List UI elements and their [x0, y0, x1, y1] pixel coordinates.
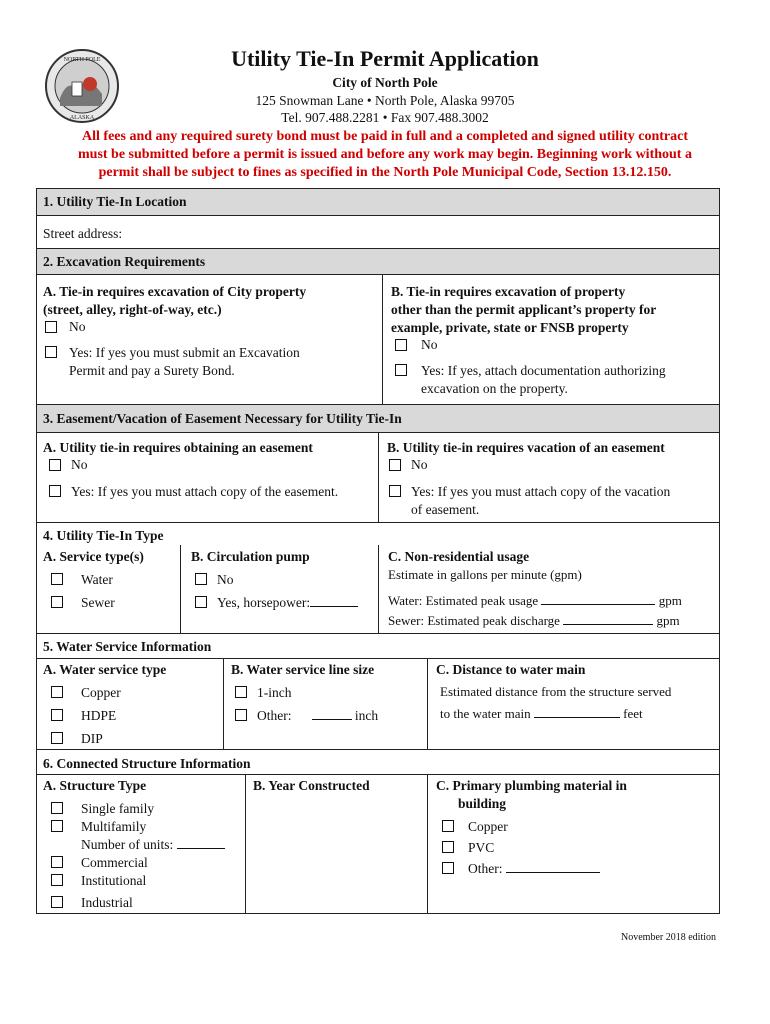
- year-constructed-title: B. Year Constructed: [253, 778, 370, 793]
- service-hdpe-label: HDPE: [81, 708, 117, 723]
- plumbing-material-title-2: building: [458, 796, 507, 811]
- service-hdpe-checkbox[interactable]: [51, 709, 63, 721]
- edition-footer: November 2018 edition: [621, 932, 716, 943]
- plumbing-pvc-checkbox[interactable]: [442, 841, 454, 853]
- structure-institutional-checkbox[interactable]: [51, 874, 63, 886]
- section-6-heading: 6. Connected Structure Information: [43, 756, 251, 771]
- seal-text-bottom: ALASKA: [69, 115, 95, 121]
- gpm-estimate-label: Estimate in gallons per minute (gpm): [388, 567, 582, 582]
- plumbing-other-label: Other:: [468, 860, 600, 878]
- plumbing-copper-checkbox[interactable]: [442, 820, 454, 832]
- section-4-heading: 4. Utility Tie-In Type: [43, 528, 164, 543]
- page-title: Utility Tie-In Permit Application: [231, 46, 539, 71]
- excavation-other-no-label: No: [421, 337, 438, 352]
- structure-multi-checkbox[interactable]: [51, 820, 63, 832]
- easement-no-checkbox[interactable]: [49, 459, 61, 471]
- service-sewer-checkbox[interactable]: [51, 596, 63, 608]
- excavation-other-yes-label-1: Yes: If yes, attach documentation authorizing: [421, 363, 666, 378]
- easement-yes-checkbox[interactable]: [49, 485, 61, 497]
- plumbing-material-title-1: C. Primary plumbing material in: [436, 778, 627, 793]
- excavation-other-title-3: example, private, state or FNSB property: [391, 320, 629, 335]
- excavation-city-no-checkbox[interactable]: [45, 321, 57, 333]
- city-address: 125 Snowman Lane • North Pole, Alaska 99705: [255, 93, 515, 108]
- plumbing-copper-label: Copper: [468, 819, 508, 834]
- excavation-other-title-2: other than the permit applicant’s property for: [391, 302, 657, 317]
- service-sewer-label: Sewer: [81, 595, 115, 610]
- structure-single-label: Single family: [81, 801, 155, 816]
- structure-industrial-label: Industrial: [81, 895, 133, 910]
- line-size-title: B. Water service line size: [231, 662, 375, 677]
- excavation-city-title-1: A. Tie-in requires excavation of City property: [43, 284, 307, 299]
- service-type-title: A. Service type(s): [43, 549, 144, 564]
- distance-title: C. Distance to water main: [436, 662, 586, 677]
- excavation-other-yes-checkbox[interactable]: [395, 364, 407, 376]
- distance-label: to the water main feet: [440, 706, 643, 721]
- excavation-city-yes-label-2: Permit and pay a Surety Bond.: [69, 363, 235, 378]
- water-peak-usage-label: Water: Estimated peak usage gpm: [388, 593, 682, 608]
- service-dip-label: DIP: [81, 731, 103, 746]
- city-name: City of North Pole: [332, 75, 438, 90]
- section-5-heading: 5. Water Service Information: [43, 639, 212, 654]
- fee-warning: All fees and any required surety bond must be paid in full and a completed and signed utility contract must be submitted before a permit is issued and before any work may begin. Beginning work without a permit shall be subject to fines as specified in the North Pole Municipal Code, Section 13.12.150.: [78, 129, 692, 180]
- number-of-units-label: Number of units:: [81, 836, 225, 854]
- sewer-peak-discharge-field[interactable]: [563, 612, 653, 625]
- pump-yes-checkbox[interactable]: [195, 596, 207, 608]
- water-peak-usage-field[interactable]: [541, 592, 655, 605]
- vacation-yes-label-1: Yes: If yes you must attach copy of the vacation: [411, 484, 671, 499]
- service-copper-checkbox[interactable]: [51, 686, 63, 698]
- excavation-city-no-label: No: [69, 319, 86, 334]
- vacation-title: B. Utility tie-in requires vacation of an easement: [387, 440, 665, 455]
- seal-text-top: NORTH POLE: [63, 57, 101, 63]
- structure-multi-label: Multifamily: [81, 819, 147, 834]
- section-3-heading: 3. Easement/Vacation of Easement Necessary for Utility Tie-In: [37, 404, 719, 433]
- vacation-no-checkbox[interactable]: [389, 459, 401, 471]
- number-of-units-field[interactable]: [177, 836, 225, 849]
- pump-yes-label: Yes, horsepower:: [217, 594, 358, 612]
- plumbing-other-field[interactable]: [506, 860, 600, 873]
- distance-description: Estimated distance from the structure served: [440, 684, 672, 699]
- section-2-heading: 2. Excavation Requirements: [37, 248, 719, 275]
- line-1inch-checkbox[interactable]: [235, 686, 247, 698]
- section-1-heading: 1. Utility Tie-In Location: [37, 189, 719, 216]
- line-1inch-label: 1-inch: [257, 685, 292, 700]
- line-other-label: Other: inch: [257, 708, 379, 723]
- vacation-no-label: No: [411, 457, 428, 472]
- plumbing-pvc-label: PVC: [468, 840, 495, 855]
- permit-form: [36, 188, 720, 914]
- excavation-other-title-1: B. Tie-in requires excavation of property: [391, 284, 626, 299]
- pump-no-checkbox[interactable]: [195, 573, 207, 585]
- sewer-peak-discharge-label: Sewer: Estimated peak discharge gpm: [388, 613, 680, 628]
- vacation-yes-label-2: of easement.: [411, 502, 480, 517]
- structure-commercial-label: Commercial: [81, 855, 148, 870]
- service-water-label: Water: [81, 572, 113, 587]
- easement-title: A. Utility tie-in requires obtaining an easement: [43, 440, 313, 455]
- structure-type-title: A. Structure Type: [43, 778, 147, 793]
- circulation-pump-title: B. Circulation pump: [191, 549, 310, 564]
- line-other-size-field[interactable]: [312, 707, 352, 720]
- street-address-label: Street address:: [43, 226, 123, 241]
- service-water-checkbox[interactable]: [51, 573, 63, 585]
- line-other-checkbox[interactable]: [235, 709, 247, 721]
- excavation-city-yes-label-1: Yes: If yes you must submit an Excavation: [69, 345, 300, 360]
- service-dip-checkbox[interactable]: [51, 732, 63, 744]
- vacation-yes-checkbox[interactable]: [389, 485, 401, 497]
- horsepower-field[interactable]: [310, 594, 358, 607]
- city-phone: Tel. 907.488.2281 • Fax 907.488.3002: [281, 110, 489, 125]
- pump-no-label: No: [217, 572, 234, 587]
- structure-institutional-label: Institutional: [81, 873, 147, 888]
- structure-industrial-checkbox[interactable]: [51, 896, 63, 908]
- distance-field[interactable]: [534, 705, 620, 718]
- structure-commercial-checkbox[interactable]: [51, 856, 63, 868]
- non-residential-title: C. Non-residential usage: [388, 549, 530, 564]
- easement-yes-label: Yes: If yes you must attach copy of the easement.: [71, 484, 339, 499]
- excavation-other-yes-label-2: excavation on the property.: [421, 381, 568, 396]
- water-service-type-title: A. Water service type: [43, 662, 167, 677]
- excavation-other-no-checkbox[interactable]: [395, 339, 407, 351]
- structure-single-checkbox[interactable]: [51, 802, 63, 814]
- excavation-city-title-2: (street, alley, right-of-way, etc.): [43, 302, 222, 317]
- plumbing-other-checkbox[interactable]: [442, 862, 454, 874]
- easement-no-label: No: [71, 457, 88, 472]
- excavation-city-yes-checkbox[interactable]: [45, 346, 57, 358]
- service-copper-label: Copper: [81, 685, 121, 700]
